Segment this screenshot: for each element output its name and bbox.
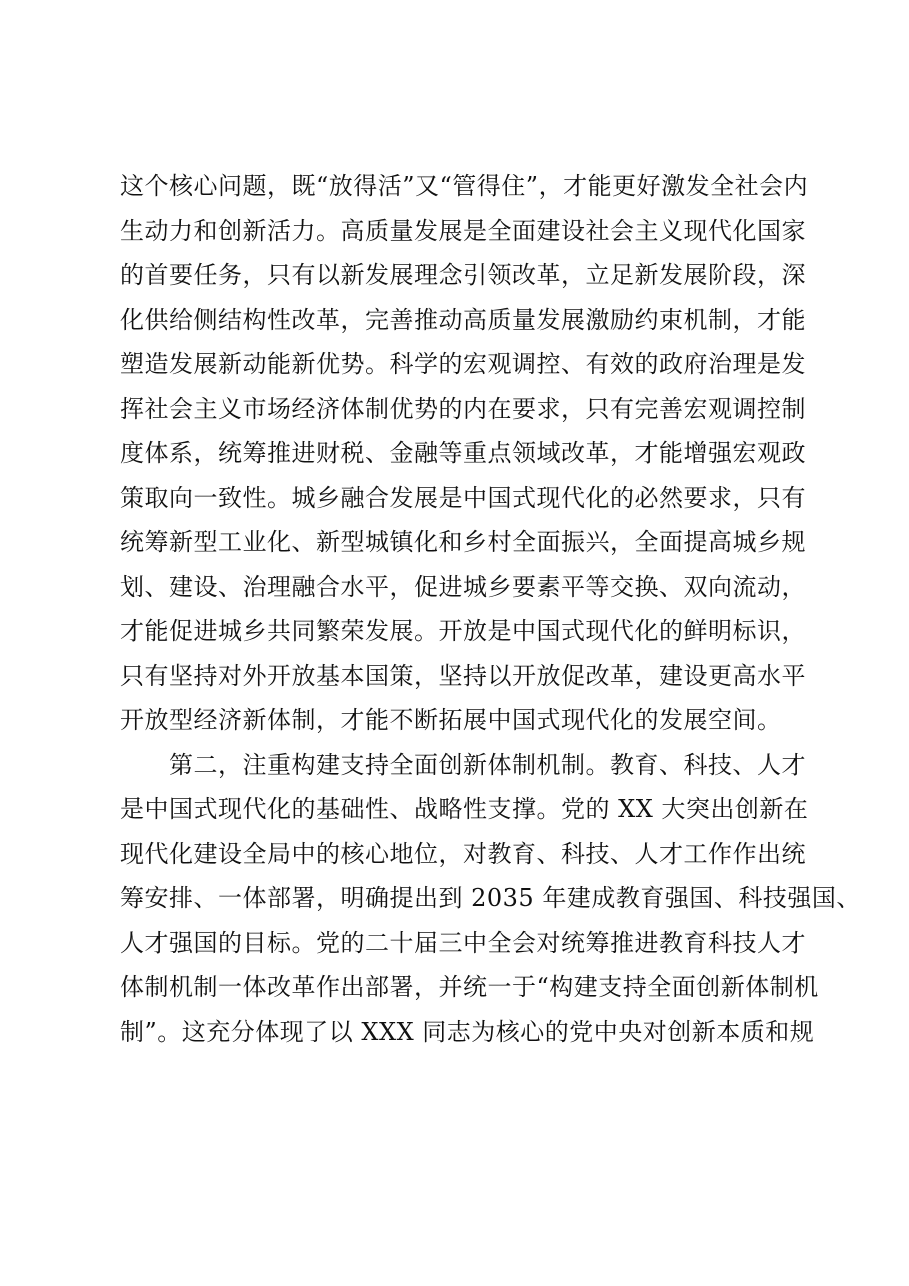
text-line: 挥社会主义市场经济体制优势的内在要求，只有完善宏观调控制 bbox=[120, 394, 806, 423]
text-line: 筹安排、一体部署，明确提出到 2035 年建成教育强国、科技强国、 bbox=[120, 884, 861, 912]
text-line: 这个核心问题，既“放得活”又“管得住”，才能更好激发全社会内 bbox=[120, 172, 809, 200]
text-line: 化供给侧结构性改革，完善推动高质量发展激励约束机制，才能 bbox=[120, 305, 806, 334]
text-line: 统筹新型工业化、新型城镇化和乡村全面振兴，全面提高城乡规 bbox=[120, 528, 806, 556]
text-line: 开放型经济新体制，才能不断拓展中国式现代化的发展空间。 bbox=[120, 706, 782, 734]
text-line: 策取向一致性。城乡融合发展是中国式现代化的必然要求，只有 bbox=[120, 483, 806, 512]
text-line: 划、建设、治理融合水平，促进城乡要素平等交换、双向流动， bbox=[120, 572, 806, 601]
text-line: 的首要任务，只有以新发展理念引领改革，立足新发展阶段，深 bbox=[120, 261, 806, 289]
text-line: 只有坚持对外开放基本国策，坚持以开放促改革，建设更高水平 bbox=[120, 661, 806, 690]
text-line: 现代化建设全局中的核心地位，对教育、科技、人才工作作出统 bbox=[120, 839, 806, 868]
text-line: 是中国式现代化的基础性、战略性支撑。党的 XX 大突出创新在 bbox=[120, 795, 809, 823]
text-line: 体制机制一体改革作出部署，并统一于“构建支持全面创新体制机 bbox=[120, 973, 819, 1001]
text-line: 度体系，统筹推进财税、金融等重点领域改革，才能增强宏观政 bbox=[120, 439, 806, 467]
text-line: 才能促进城乡共同繁荣发展。开放是中国式现代化的鲜明标识， bbox=[120, 617, 806, 645]
body-text bbox=[120, 164, 861, 1054]
text-line: 第二，注重构建支持全面创新体制机制。教育、科技、人才 bbox=[120, 750, 806, 779]
text-line: 人才强国的目标。党的二十届三中全会对统筹推进教育科技人才 bbox=[120, 928, 806, 957]
text-line: 塑造发展新动能新优势。科学的宏观调控、有效的政府治理是发 bbox=[120, 350, 806, 378]
text-line: 制”。这充分体现了以 XXX 同志为核心的党中央对创新本质和规 bbox=[120, 1017, 815, 1046]
text-line: 生动力和创新活力。高质量发展是全面建设社会主义现代化国家 bbox=[120, 216, 806, 245]
